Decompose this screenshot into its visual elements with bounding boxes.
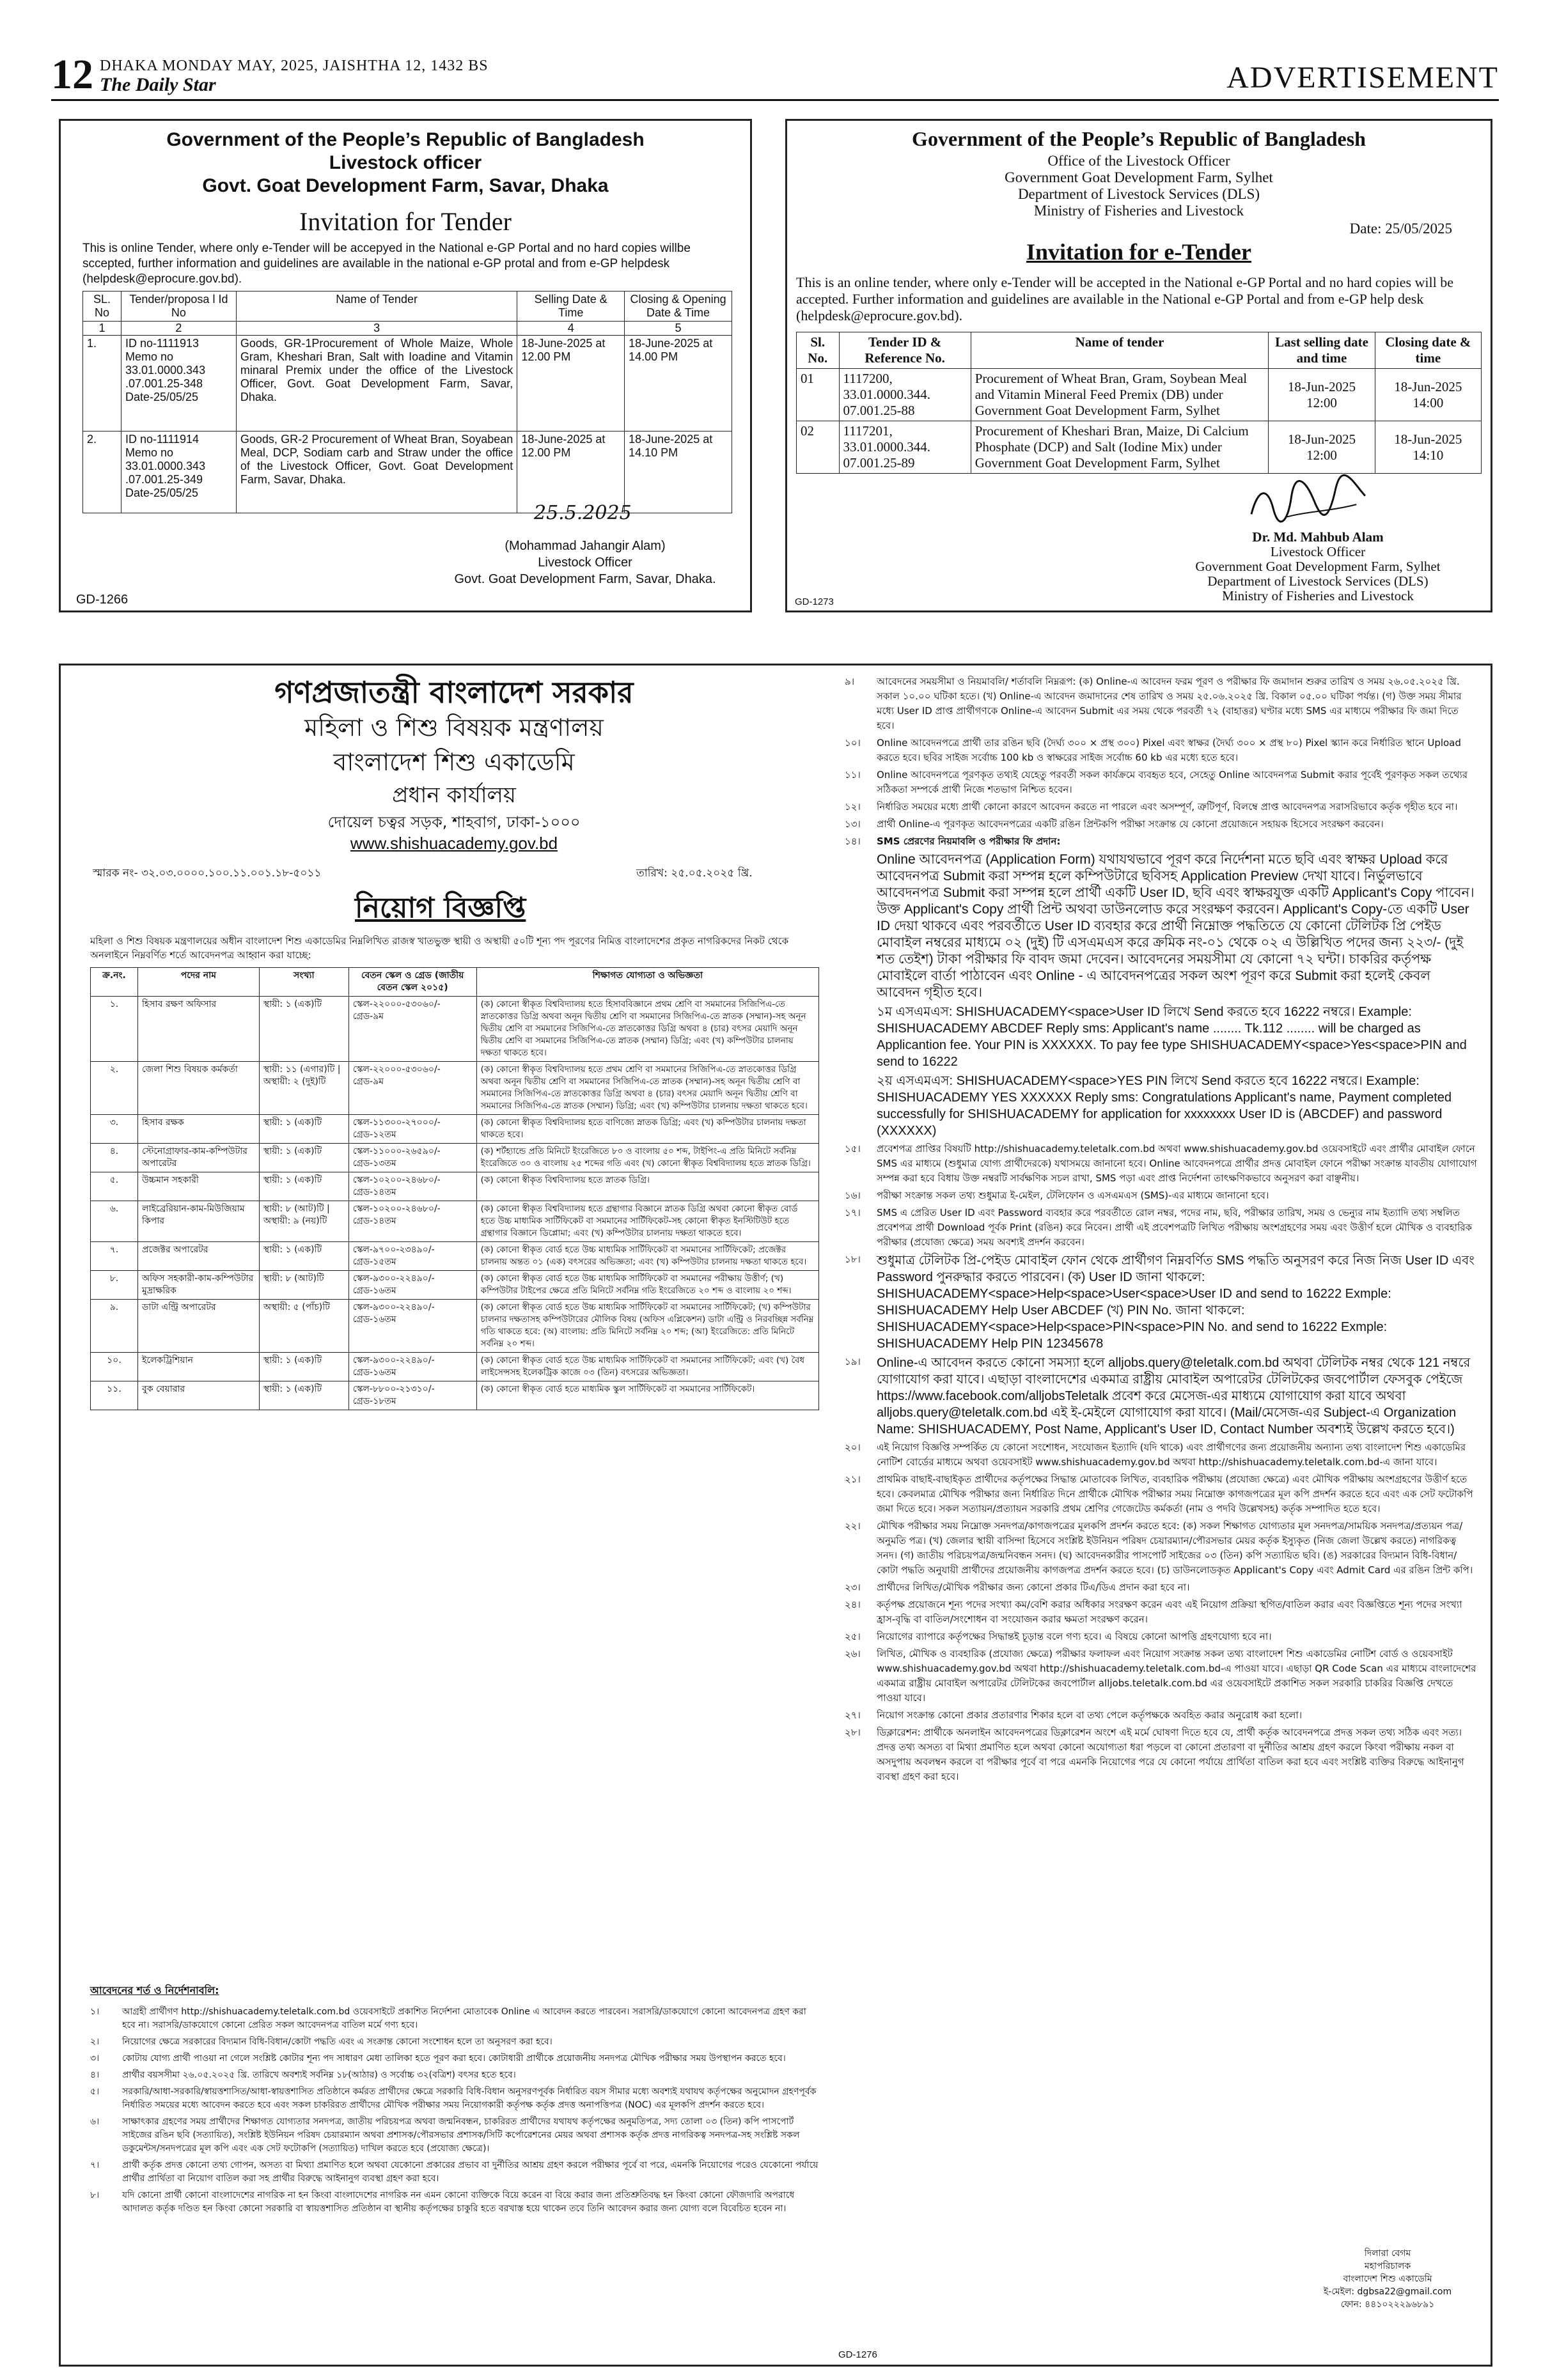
list-item [845, 1629, 1478, 1644]
gd-code: GD-1273 [795, 596, 834, 607]
table-header-row [797, 332, 1482, 369]
table-row [91, 1144, 819, 1172]
ad1-header-line: Govt. Goat Development Farm, Savar, Dhaka [202, 175, 609, 196]
signer-line: ফোন: ৪৪১০২২২৯৬৮৯১ [1340, 2299, 1435, 2310]
cell-no: ১১. [91, 1381, 138, 1410]
cell-no: ৫. [91, 1172, 138, 1201]
notice-intro: মহিলা ও শিশু বিষয়ক মন্ত্রণালয়ের অধীন বাংলাদেশ শিশু একাডেমির নিম্নলিখিত রাজস্ব খাতভুক্ত স্থায়ী ও অস্থায়ী ৫০টি শূন্য পদ পূরণের নিমিত্ত বাংলাদেশের প্রকৃত নাগরিকদের নিকট থেকে অনলাইনে নিম্নবর্ণিত শর্তে আবেদনপত্র আহ্বান করা যাচ্ছে: [90, 935, 789, 961]
column-number: 5 [625, 322, 732, 336]
ad-savar-tender [59, 119, 752, 612]
cell-scale: স্কেল-৯৩০০-২২৪৯০/- গ্রেড-১৬তম [348, 1300, 476, 1353]
col-header: পদের নাম [137, 968, 259, 997]
cell-selling: 18-Jun-2025 12:00 [1269, 369, 1375, 421]
cell-selling: 18-June-2025 at 12.00 PM [517, 432, 625, 513]
item-text: ২য় এসএমএস: SHISHUACADEMY<space>YES PIN লিখে Send করতে হবে 16222 নম্বরে। Example: SHISHUACADEMY YES XXXXXX Reply sms: Congratulations Applicant's name, Payment completed successfully for SHISHUACADEMY for application for xxxxxxxx User ID is (ABCDEF) and password (XXXXXX) [877, 1074, 1452, 1138]
item-number: ১৪। [845, 836, 861, 847]
cell-post: লাইব্রেরিয়ান-কাম-মিউজিয়াম কিপার [137, 1201, 259, 1242]
item-number: ৮। [90, 2190, 100, 2200]
col-header: ক্র.নং. [91, 968, 138, 997]
item-number: ১৫। [845, 1143, 861, 1155]
cell-qualification: (ক) কোনো স্বীকৃত বোর্ড হতে উচ্চ মাধ্যমিক সার্টিফিকেট বা সমমানের সার্টিফিকেট; (খ) কম্পিউটার চালনার দক্ষতাসহ কম্পিউটারের মৌলিক বিষয় (অফিস এপ্লিকেশন) ডাটা এন্ট্রি ও নিরবচ্ছিন্ন সর্বনিম্ন গতি থাকতে হবে: (অ) বাংলায়: প্রতি মিনিটে সর্বনিম্ন ২০ শব্দ; (আ) ইংরেজিতে: প্রতি মিনিটে সর্বনিম্ন ২০ শব্দ। [476, 1300, 818, 1353]
ad2-sub-line: Government Goat Development Farm, Sylhet [1005, 169, 1273, 185]
cell-id: ID no-1111913 Memo no 33.01.0000.343 .07.001.25-348 Date-25/05/25 [121, 336, 236, 432]
cell-scale: স্কেল-১১৩০০-২৭০০০/- গ্রেড-১২তম [348, 1115, 476, 1144]
column-number: 2 [121, 322, 236, 336]
ad2-sub-header [787, 153, 1491, 219]
item-text: কোটায় যোগ্য প্রার্থী পাওয়া না গেলে সংশ্লিষ্ট কোটার শূন্য পদ সাধারণ মেধা তালিকা হতে পূরণ করা হবে। কোটাধারী প্রার্থীকে প্রয়োজনীয় সনদপত্র মৌখিক পরীক্ষার সময় উপস্থাপন করতে হবে। [122, 2053, 786, 2064]
table-header-row [91, 968, 819, 997]
list-item [845, 1472, 1478, 1516]
signer-line: Livestock Officer [1270, 544, 1366, 559]
item-number: ৬। [90, 2117, 100, 2127]
cell-no: ৭. [91, 1242, 138, 1271]
item-text: প্রার্থী Online-এ পূরণকৃত আবেদনপত্রের একটি রঙিন প্রিন্টকপি পরীক্ষা সংক্রান্ত যে কোনো প্রয়োজনে সহায়ক হিসেবে সংরক্ষণ করবেন। [877, 818, 1384, 830]
list-item [845, 1073, 1478, 1139]
item-text: নিয়োগের ব্যাপারে কর্তৃপক্ষের সিদ্ধান্তই চূড়ান্ত বলে গণ্য হবে। এ বিষয়ে কোনো আপত্তি গ্রহণযোগ্য হবে না। [877, 1631, 1272, 1642]
cell-count: স্থায়ী: ১ (এক)টি [259, 1172, 348, 1201]
ad2-intro: This is an online tender, where only e-Tender will be accepted in the National e-GP Portal and no hard copies will be accepted. Further information and guidelines are available in the National e-GP Portal and from e-GP help desk (helpdesk@eprocure.gov.bd). [796, 274, 1453, 323]
table-row [91, 1115, 819, 1144]
cell-post: জেলা শিশু বিষয়ক কর্মকর্তা [137, 1062, 259, 1115]
ad1-header-line: Livestock officer [329, 152, 482, 173]
cell-qualification: (ক) কোনো স্বীকৃত বোর্ড হতে উচ্চ মাধ্যমিক সার্টিফিকেট বা সমমানের সার্টিফিকেট; প্রজেক্টর চালনায় অন্তত ০১ (এক) বৎসরের অভিজ্ঞতা; এবং (খ) কম্পিউটার চালনায় দক্ষতা থাকতে হবে। [476, 1242, 818, 1271]
col-header: Sl. No. [797, 332, 840, 369]
item-text: নিয়োগ সংক্রান্ত কোনো প্রকার প্রতারণার শিকার হলে বা তথ্য পেলে কর্তৃপক্ষকে অবহিত করার অনুরোধ করা হলো। [877, 1709, 1303, 1721]
cell-closing: 18-Jun-2025 14:00 [1375, 369, 1481, 421]
item-number: ২৭। [845, 1709, 861, 1721]
item-number: ১১। [845, 769, 861, 781]
table-row [91, 1172, 819, 1201]
item-text: Online আবেদনপত্রে প্রার্থী তার রঙিন ছবি (দৈর্ঘ্য ৩০০ × প্রস্থ ৩০০) Pixel এবং স্বাক্ষর (দৈর্ঘ্য ৩০০ × প্রস্থ ৮০) Pixel স্ক্যান করে নির্ধারিত স্থানে Upload করতে হবে। ছবির সাইজ সর্বোচ্চ 100 kb ও স্বাক্ষরের সাইজ সর্বোচ্চ 60 kb এর মধ্যে হতে হবে। [877, 737, 1461, 763]
cell-no: ১০. [91, 1353, 138, 1381]
gd-code: GD-1276 [838, 2349, 877, 2360]
cell-post: ডাটা এন্ট্রি অপারেটর [137, 1300, 259, 1353]
table-row [91, 997, 819, 1062]
cell-no: ৮. [91, 1271, 138, 1300]
gd-code: GD-1266 [76, 593, 129, 607]
table-row [91, 1242, 819, 1271]
col-header: Last selling date and time [1269, 332, 1375, 369]
cell-sl: 01 [797, 369, 840, 421]
item-number [845, 1004, 877, 1070]
item-number: ৫। [90, 2087, 100, 2097]
column-number: 1 [83, 322, 121, 336]
item-number: ২৬। [845, 1648, 861, 1660]
cell-post: স্টেনোগ্রাফার-কাম-কম্পিউটার অপারেটর [137, 1144, 259, 1172]
column-number: 4 [517, 322, 625, 336]
col-header: Name of tender [971, 332, 1269, 369]
list-item [845, 852, 1478, 1001]
cell-qualification: (ক) কোনো স্বীকৃত বিশ্ববিদ্যালয় হতে গ্রন্থাগার বিজ্ঞানে স্নাতক ডিগ্রি অথবা কোনো স্বীকৃত বোর্ড হতে উচ্চ মাধ্যমিক সার্টিফিকেট বা সমমানের সার্টিফিকেট-সহ কোনো স্বীকৃত ইনস্টিটিউট হতে গ্রন্থাগার বিজ্ঞানে ডিপ্লোমা; এবং (খ) কম্পিউটার চালনায় দক্ষতা থাকতে হবে। [476, 1201, 818, 1242]
ad3-website: www.shishuacademy.gov.bd [350, 834, 558, 853]
dg-signature-block [1308, 2247, 1468, 2311]
item-text: ডিক্লারেশন: প্রার্থীকে অনলাইন আবেদনপত্রের ডিক্লারেশন অংশে এই মর্মে ঘোষণা দিতে হবে যে, প্রার্থী কর্তৃক আবেদনপত্রে প্রদত্ত সকল তথ্য সঠিক এবং সত্য। প্রদত্ত তথ্য অসত্য বা মিথ্যা প্রমাণিত হলে অথবা কোনো অযোগ্যতা ধরা পড়লে বা কোনো প্রতারণা বা দুর্নীতির আশ্রয় গ্রহণ করলে কিংবা পরীক্ষায় নকল বা অসদুপায় অবলম্বন করলে বা পরীক্ষার পূর্বে বা পরে এমনকি নিয়োগের পরে যে কোনো পর্যায়ে প্রার্থিতা বাতিল করা হবে এবং সংশ্লিষ্ট ব্যক্তির বিরুদ্ধে আইনানুগ ব্যবস্থা গ্রহণ করা হবে। [877, 1727, 1464, 1782]
cell-selling: 18-June-2025 at 12.00 PM [517, 336, 625, 432]
item-number: ২৫। [845, 1631, 861, 1642]
cell-scale: স্কেল-৯৭০০-২৩৪৯০/- গ্রেড-১৫তম [348, 1242, 476, 1271]
table-row [91, 1201, 819, 1242]
col-header: Selling Date & Time [517, 292, 625, 322]
cell-sl: 02 [797, 421, 840, 474]
table-row [91, 1381, 819, 1410]
signature-scribble [1245, 470, 1371, 533]
list-item [845, 736, 1478, 765]
cell-closing: 18-Jun-2025 14:10 [1375, 421, 1481, 474]
ad2-sub-line: Ministry of Fisheries and Livestock [1033, 203, 1244, 219]
item-text: Online আবেদনপত্র (Application Form) যথাযথভাবে পূরণ করে নির্দেশনা মতে ছবি এবং স্বাক্ষর Upload করে আবেদনপত্র Submit করা সম্পন্ন হলে কম্পিউটারে ছবিসহ Application Preview দেখা যাবে। নির্ভুলভাবে আবেদনপত্র Submit করা সম্পন্ন হলে প্রার্থী একটি User ID, ছবি এবং স্বাক্ষরযুক্ত একটি Applicant's Copy পাবেন। উক্ত Applicant's Copy প্রার্থী প্রিন্ট অথবা ডাউনলোড করে সংরক্ষণ করবেন। Applicant's Copy-তে একটি User ID দেয়া থাকবে এবং পরবর্তীতে User ID ব্যবহার করে প্রার্থী নিম্নোক্ত পদ্ধতিতে যে কোনো টেলিটক প্রি পেইড মোবাইল নম্বরের মাধ্যমে ০২ (দুই) টি এসএমএস করে ক্রমিক নং-০১ থেকে ০২ এ উল্লিখিত পদের জন্য ২২৩/- (দুই শত তেইশ) টাকা পরীক্ষার ফি বাবদ জমা দেবেন। আবেদনের সময়সীমা যে কোনো ৭২ ঘন্টা। চাকরির কর্তৃপক্ষ মোবাইলে বার্তা পাঠাবেন এবং Online - এ আবেদনপত্রের সকল অংশ পূরণ করে Submit করা হলেই কেবল আবেদন গৃহীত হবে। [877, 852, 1475, 1000]
item-text: ১ম এসএমএস: SHISHUACADEMY<space>User ID লিখে Send করতে হবে 16222 নম্বরে। Example: SHISHUACADEMY ABCDEF Reply sms: Applicant's name ........ Tk.112 ........ will be charged as Applicantion fee. Your PIN is XXXXXX. To pay fee type SHISHUACADEMY<space>Yes<space>PIN and send to 16222 [877, 1005, 1467, 1069]
notice-title: নিয়োগ বিজ্ঞপ্তি [355, 892, 526, 924]
item-text: কর্তৃপক্ষ প্রয়োজনে শূন্য পদের সংখ্যা কম/বেশি করার অধিকার সংরক্ষণ করেন এবং এই নিয়োগ প্রক্রিয়া স্থগিত/বাতিল করার এবং বিজ্ঞপ্তিতে শূন্য পদের সংখ্যা হ্রাস-বৃদ্ধি বা বাতিল/সংশোধন বা সংযোজন করার ক্ষমতা সংরক্ষণ করেন। [877, 1599, 1462, 1625]
signer-line: Govt. Goat Development Farm, Savar, Dhaka. [454, 572, 716, 586]
cell-count: স্থায়ী: ১ (এক)টি [259, 1353, 348, 1381]
ad-sylhet-etender [785, 119, 1492, 612]
signer-line: (Mohammad Jahangir Alam) [505, 539, 666, 553]
item-text: সাক্ষাৎকার গ্রহণের সময় প্রার্থীদের শিক্ষাগত যোগ্যতার সনদপত্র, জাতীয় পরিচয়পত্র অথবা জন্মনিবন্ধন, চাকরিরত প্রার্থীদের যথাযথ কর্তৃপক্ষের অনুমতিপত্র, সদ্য তোলা ০৩ (তিন) কপি পাসপোর্ট সাইজের রঙিন ছবি (সত্যায়িত), সংশ্লিষ্ট ইউনিয়ন পরিষদ চেয়ারম্যান অথবা প্রশাসক/পৌরসভার প্রশাসক/সিটি কর্পোরেশনের মেয়র অথবা প্রশাসক কর্তৃক প্রদত্ত নাগরিকত্ব সনদপত্র-সহ সংশ্লিষ্ট সকল ডকুমেন্টস/সনদপত্রের মূল কপি এবং এক সেট ফটোকপি (সত্যায়িত) দাখিল করতে হবে (প্রযোজ্য ক্ষেত্রে)। [122, 2117, 800, 2154]
item-number: ১৮। [845, 1254, 861, 1265]
signature: 25.5.2025 [534, 502, 632, 524]
ad3-header-line: দোয়েল চত্বর সড়ক, শাহবাগ, ঢাকা-১০০০ [327, 813, 581, 831]
cell-count: স্থায়ী: ১ (এক)টি [259, 997, 348, 1062]
list-item [845, 768, 1478, 797]
signer-line: দিলারা বেগম [1364, 2248, 1411, 2259]
list-item [845, 1708, 1478, 1723]
list-item [90, 2035, 819, 2049]
item-number: ২২। [845, 1520, 861, 1532]
col-header: শিক্ষাগত যোগ্যতা ও অভিজ্ঞতা [476, 968, 818, 997]
cell-no: ৬. [91, 1201, 138, 1242]
list-item [845, 674, 1478, 733]
list-item [845, 1440, 1478, 1470]
item-number: ২। [90, 2037, 100, 2047]
ad3-header-line: প্রধান কার্যালয় [392, 782, 516, 808]
list-item [845, 1188, 1478, 1203]
item-text: লিখিত, মৌখিক ও ব্যবহারিক (প্রযোজ্য ক্ষেত্রে) পরীক্ষার ফলাফল এবং নিয়োগ সংক্রান্ত সকল তথ্য বাংলাদেশ শিশু একাডেমির নোটিশ বোর্ড ও ওয়েবসাইট www.shishuacademy.gov.bd অথবা http://shishuacademy.teletalk.com.bd-এ পাওয়া যাবে। এছাড়া QR Code Scan এর মাধ্যমে বাংলাদেশের একমাত্র রাষ্ট্রীয় মোবাইল অপারেটর টেলিটকের জবপোর্টাল alljobs.teletalk.com.bd এর ওয়েবসাইটে প্রকাশিত সকল সরকারি চাকরির বিজ্ঞপ্তি দেখতে পাওয়া যাবে। [877, 1648, 1476, 1704]
list-item [845, 1355, 1478, 1438]
col-header: সংখ্যা [259, 968, 348, 997]
cell-scale: স্কেল-৯৩০০-২২৪৯০/- গ্রেড-১৬তম [348, 1353, 476, 1381]
cell-name: Goods, GR-2 Procurement of Wheat Bran, Soyabean Meal, DCP, Sodiam carb and Straw under the office of the Livestock Officer, Govt. Goat Development Farm, Savar, Dhaka. [236, 432, 517, 513]
ad1-header [61, 128, 750, 198]
cell-count: অস্থায়ী: ৫ (পাঁচ)টি [259, 1300, 348, 1353]
item-number: ১৯। [845, 1356, 861, 1367]
posts-table [90, 967, 819, 1410]
cell-closing: 18-June-2025 at 14.00 PM [625, 336, 732, 432]
item-text: Online আবেদনপত্রে পূরণকৃত তথ্যই যেহেতু পরবর্তী সকল কার্যক্রমে ব্যবহৃত হবে, সেহেতু Online আবেদনপত্র Submit করার পূর্বেই পূরণকৃত সকল তথ্যের সঠিকতা সম্পর্কে প্রার্থী নিজে শতভাগ নিশ্চিত হবেন। [877, 769, 1468, 795]
item-number: ১৭। [845, 1207, 861, 1218]
cell-scale: স্কেল-২২০০০-৫৩০৬০/- গ্রেড-৯ম [348, 1062, 476, 1115]
col-header: Closing date & time [1375, 332, 1481, 369]
ad2-date: Date: 25/05/2025 [1349, 221, 1452, 237]
cell-scale: স্কেল-৯৩০০-২২৪৯০/- গ্রেড-১৬তম [348, 1271, 476, 1300]
table-row [83, 432, 732, 513]
cell-qualification: (ক) শর্টহ্যান্ডে প্রতি মিনিটে ইংরেজিতে ৮০ ও বাংলায় ৫০ শব্দ, টাইপিং-এ প্রতি মিনিটে সর্বনিম্ন ইংরেজিতে ৩০ ও বাংলায় ২৫ শব্দের গতি এবং (খ) কোনো স্বীকৃত বিশ্ববিদ্যালয় হতে স্নাতক ডিগ্রি। [476, 1144, 818, 1172]
table-row [797, 369, 1482, 421]
item-number [845, 1073, 877, 1139]
list-item [845, 1004, 1478, 1070]
paper-name: The Daily Star [100, 74, 216, 95]
cell-id: 1117200, 33.01.0000.344. 07.001.25-88 [839, 369, 971, 421]
item-text: প্রার্থীর বয়সসীমা ২৬.০৫.২০২৫ খ্রি. তারিখে অবশ্যই সর্বনিম্ন ১৮(আঠার) ও সর্বোচ্চ ৩২(বত্রিশ) বৎসর হতে হবে। [122, 2070, 516, 2080]
cell-count: স্থায়ী: ৮ (আট)টি | অস্থায়ী: ৯ (নয়)টি [259, 1201, 348, 1242]
section-title: ADVERTISEMENT [1226, 61, 1499, 95]
cell-qualification: (ক) কোনো স্বীকৃত বোর্ড হতে উচ্চ মাধ্যমিক সার্টিফিকেট বা সমমানের পরীক্ষায় উত্তীর্ণ; (খ) কম্পিউটার টাইপের ক্ষেত্রে প্রতি মিনিটে সর্বনিম্ন গতি ইংরেজিতে ২০ শব্দ ও বাংলায় ২০ শব্দ। [476, 1271, 818, 1300]
column-number-row [83, 322, 732, 336]
cell-scale: স্কেল-১০২০০-২৪৬৮০/- গ্রেড-১৪তম [348, 1201, 476, 1242]
table-row [797, 421, 1482, 474]
ad3-header [93, 674, 815, 853]
item-number: ৪। [90, 2070, 100, 2080]
signer-line: ই-মেইল: dgbsa22@gmail.com [1323, 2287, 1452, 2297]
item-text: SMS প্রেরণের নিয়মাবলি ও পরীক্ষার ফি প্রদান: [877, 836, 1061, 847]
cell-name: Goods, GR-1Procurement of Whole Maize, Whole Gram, Kheshari Bran, Salt with Ioadine and Vitamin minaral Premix under the office of the Livestock Officer, Govt. Goat Development Farm, Savar, Dhaka. [236, 336, 517, 432]
cell-count: স্থায়ী: ১১ (এগার)টি | অস্থায়ী: ২ (দুই)টি [259, 1062, 348, 1115]
list-item [845, 800, 1478, 814]
list-item [845, 1647, 1478, 1706]
table-row [83, 336, 732, 432]
ad2-tender-table [796, 332, 1482, 474]
list-item [90, 2005, 819, 2032]
table-header-row [83, 292, 732, 322]
cell-post: ইলেকট্রিশিয়ান [137, 1353, 259, 1381]
cell-count: স্থায়ী: ১ (এক)টি [259, 1242, 348, 1271]
signer-line: Livestock Officer [538, 556, 632, 570]
col-header: Tender/proposa l Id No [121, 292, 236, 322]
item-text: পরীক্ষা সংক্রান্ত সকল তথ্য শুধুমাত্র ই-মেইল, টেলিফোন ও এসএমএস (SMS)-এর মাধ্যমে জানানো হবে। [877, 1190, 1269, 1201]
cell-qualification: (ক) কোনো স্বীকৃত বিশ্ববিদ্যালয় হতে বাণিজ্যে স্নাতক ডিগ্রি; এবং (খ) কম্পিউটার চালনায় দক্ষতা থাকতে হবে। [476, 1115, 818, 1144]
item-text: যদি কোনো প্রার্থী কোনো বাংলাদেশের নাগরিক না হন কিংবা বাংলাদেশের নাগরিক নন এমন কোনো ব্যক্তিকে বিয়ে করেন বা বিয়ে করার জন্য প্রতিশ্রুতিবদ্ধ হন কিংবা কোনো ফৌজদারি অপরাধে আদালত কর্তৃক দণ্ডিত হন কিংবা কোনো সরকারি বা স্বায়ত্তশাসিত প্রতিষ্ঠান বা স্থানীয় কর্তৃপক্ষের চাকুরি হতে বরখাস্ত হয়ে থাকেন তবে তিনি আবেদন করার জন্য যোগ্য বলে বিবেচিত হবেন না। [122, 2190, 795, 2214]
cell-qualification: (ক) কোনো স্বীকৃত বোর্ড হতে মাধ্যমিক স্কুল সার্টিফিকেট বা সমমানের সার্টিফিকেট। [476, 1381, 818, 1410]
item-number: ১২। [845, 801, 861, 813]
item-text: প্রার্থীদের লিখিত/মৌখিক পরীক্ষার জন্য কোনো প্রকার টিএ/ডিএ প্রদান করা হবে না। [877, 1582, 1190, 1593]
cell-sl: 1. [83, 336, 121, 432]
cell-qualification: (ক) কোনো স্বীকৃত বোর্ড হতে উচ্চ মাধ্যমিক সার্টিফিকেট বা সমমানের সার্টিফিকেট; এবং (খ) বৈধ লাইসেন্সসহ ইলেকট্রিক কাজে ০৩ (তিন) বৎসরের অভিজ্ঞতা। [476, 1353, 818, 1381]
conditions-list-right [845, 674, 1478, 1787]
ad3-header-line: বাংলাদেশ শিশু একাডেমি [333, 748, 575, 776]
item-number [845, 852, 877, 1001]
cell-closing: 18-June-2025 at 14.10 PM [625, 432, 732, 513]
cell-post: হিসাব রক্ষক [137, 1115, 259, 1144]
list-item [845, 1725, 1478, 1784]
ad2-title: Invitation for e-Tender [1026, 239, 1251, 265]
signer-line: বাংলাদেশ শিশু একাডেমি [1343, 2274, 1432, 2284]
list-item [845, 1598, 1478, 1627]
cell-qualification: (ক) কোনো স্বীকৃত বিশ্ববিদ্যালয় হতে হিসাববিজ্ঞানে প্রথম শ্রেণি বা সমমানের সিজিপিএ-তে স্নাতকোত্তর ডিগ্রি অথবা অনূন দ্বিতীয় শ্রেণি বা সমমানের সিজিপিএ-তে স্নাতক (সম্মান)-সহ অনূন দ্বিতীয় শ্রেণি বা সমমানের সিজিপিএ-তে স্নাতকোত্তর ডিগ্রি অথবা ৪ (চার) বৎসর মেয়াদি অনূন দ্বিতীয় শ্রেণি বা সমমানের সিজিপিএ-তে স্নাতক (সম্মান) ডিগ্রি; এবং (খ) কম্পিউটার চালনায় দক্ষতা থাকতে হবে। [476, 997, 818, 1062]
list-item [845, 834, 1478, 849]
item-text: নিয়োগের ক্ষেত্রে সরকারের বিদ্যমান বিধি-বিধান/কোটা পদ্ধতি এবং এ সংক্রান্ত কোনো সংশোধন হলে তা অনুসরণ করা হবে। [122, 2037, 552, 2047]
ad1-tender-table [82, 291, 732, 513]
cell-post: বুক বেয়ারার [137, 1381, 259, 1410]
ad-shishu-academy-recruitment [59, 664, 1492, 2367]
ad2-sub-line: Office of the Livestock Officer [1047, 153, 1230, 169]
item-number: ২৩। [845, 1582, 861, 1593]
item-number: ১৩। [845, 818, 861, 830]
table-row [91, 1062, 819, 1115]
ad1-signer [419, 538, 751, 587]
cell-post: হিসাব রক্ষণ অফিসার [137, 997, 259, 1062]
cell-name: Procurement of Kheshari Bran, Maize, Di Calcium Phosphate (DCP) and Salt (Iodine Mix) under Government Goat Development Farm, Sylhet [971, 421, 1269, 474]
ad2-sub-line: Department of Livestock Services (DLS) [1017, 186, 1260, 202]
cell-no: ১. [91, 997, 138, 1062]
memo-number: স্মারক নং- ৩২.০৩.০০০০.১০০.১১.০০১.১৮-৫০১১ [93, 867, 322, 880]
item-text: আবেদনের সময়সীমা ও নিয়মাবলি/ শর্তাবলি নিম্নরূপ: (ক) Online-এ আবেদন ফরম পূরণ ও পরীক্ষার ফি জমাদান শুরুর তারিখ ও সময় ২৬.০৫.২০২৫ খ্রি. সকাল ১০.০০ ঘটিকা হতে। (খ) Online-এ আবেদন জমাদানের শেষ তারিখ ও সময় ২৫.০৬.২০২৫ খ্রি. বিকাল ০৫.০০ ঘটিকা পর্যন্ত। (গ) উক্ত সময় সীমার মধ্যে User ID প্রাপ্ত প্রার্থীগণকে Online-এ আবেদন Submit এর সময় থেকে পরবর্তী ৭২ (বাহাত্তর) ঘণ্টার মধ্যে SMS এর মাধ্যমে পরীক্ষার ফি জমা দিতে হবে। [877, 676, 1462, 731]
item-text: SMS এ প্রেরিত User ID এবং Password ব্যবহার করে পরবর্তীতে রোল নম্বর, পদের নাম, ছবি, পরীক্ষার তারিখ, সময় ও ভেন্যুর নাম ইত্যাদি তথ্য সম্বলিত প্রবেশপত্র প্রার্থী Download পূর্বক Print (রঙিন) করে নিবেন। প্রার্থী এই প্রবেশপত্রটি লিখিত পরীক্ষায় অংশগ্রহণের সময় এবং উত্তীর্ণ হলে মৌখিক ও ব্যবহারিক পরীক্ষার (প্রযোজ্য ক্ষেত্রে) সময় অবশ্যই প্রদর্শন করবেন। [877, 1207, 1472, 1248]
list-item [845, 1206, 1478, 1250]
item-text: নির্ধারিত সময়ের মধ্যে প্রার্থী কোনো কারণে আবেদন করতে না পারলে এবং অসম্পূর্ণ, ত্রুটিপূর্ণ, বিলম্বে প্রাপ্ত আবেদনপত্র সরাসরিভাবে কর্তৃক গৃহীত হবে না। [877, 801, 1458, 813]
cell-scale: স্কেল-২২০০০-৫৩০৬০/- গ্রেড-৯ম [348, 997, 476, 1062]
ad1-title: Invitation for Tender [299, 207, 512, 236]
list-item [90, 2159, 819, 2186]
item-number: ২১। [845, 1474, 861, 1485]
cell-scale: স্কেল-১১০০০-২৬৫৯০/- গ্রেড-১৩তম [348, 1144, 476, 1172]
cell-post: উচ্চমান সহকারী [137, 1172, 259, 1201]
page-number: 12 [51, 51, 93, 98]
item-number: ৯। [845, 676, 855, 687]
item-number: ২০। [845, 1442, 861, 1453]
item-number: ৭। [90, 2160, 100, 2170]
item-number: ১০। [845, 737, 861, 749]
col-header: Tender ID & Reference No. [839, 332, 971, 369]
cell-id: 1117201, 33.01.0000.344. 07.001.25-89 [839, 421, 971, 474]
cell-sl: 2. [83, 432, 121, 513]
cell-post: অফিস সহকারী-কাম-কম্পিউটার মুদ্রাক্ষরিক [137, 1271, 259, 1300]
cell-no: ৩. [91, 1115, 138, 1144]
col-header: Closing & Opening Date & Time [625, 292, 732, 322]
list-item [90, 2115, 819, 2156]
memo-date: তারিখ: ২৫.০৫.২০২৫ খ্রি. [636, 867, 753, 880]
item-number: ২৮। [845, 1727, 861, 1738]
signer-line: Dr. Md. Mahbub Alam [1252, 529, 1384, 545]
list-item [90, 2052, 819, 2065]
item-text: Online-এ আবেদন করতে কোনো সমস্যা হলে alljobs.query@teletalk.com.bd অথবা টেলিটক নম্বর থেকে 121 নম্বরে যোগাযোগ করা যাবে। এছাড়া বাংলাদেশের একমাত্র রাষ্ট্রীয় মোবাইল অপারেটর টেলিটকের জবপোর্টাল ফেসবুক পেইজে https://www.facebook.com/alljobsTeletalk প্রবেশ করে মেসেজ-এর মাধ্যমে যোগাযোগ করা যাবে অথবা alljobs.query@teletalk.com.bd এই ই-মেইলে যোগাযোগ করা যাবে। (Mail/মেসেজ-এর Subject-এ Organization Name: SHISHUACADEMY, Post Name, Applicant's User ID, Contact Number অবশ্যই উল্লেখ করতে হবে।) [877, 1356, 1471, 1436]
item-text: প্রার্থী কর্তৃক প্রদত্ত কোনো তথ্য গোপন, অসত্য বা মিথ্যা প্রমাণিত হলে অথবা যেকোনো প্রকারের প্রভাব বা দুর্নীতির আশ্রয় গ্রহণ করলে পরীক্ষার পূর্বে বা পরে, এমনকি নিয়োগের পরেও যেকোনো পর্যায়ে প্রার্থীর প্রার্থিতা বা নিয়োগ বাতিল করা সহ প্রার্থীর বিরুদ্ধে আইনানুগ ব্যবস্থা গ্রহণ করা হবে। [122, 2160, 818, 2184]
ad2-header: Government of the People’s Republic of Bangladesh [912, 127, 1366, 150]
conditions-heading: আবেদনের শর্ত ও নির্দেশনাবলি: [90, 1984, 219, 1996]
ad3-header-line: মহিলা ও শিশু বিষয়ক মন্ত্রণালয় [304, 713, 604, 742]
signer-line: Government Goat Development Farm, Sylhet [1195, 559, 1441, 574]
cell-name: Procurement of Wheat Bran, Gram, Soybean Meal and Vitamin Mineral Feed Premix (DB) under Government Goat Development Farm, Sylhet [971, 369, 1269, 421]
cell-scale: স্কেল-৮৮০০-২১৩১০/- গ্রেড-১৮তম [348, 1381, 476, 1410]
cell-no: ৪. [91, 1144, 138, 1172]
item-text: প্রবেশপত্র প্রাপ্তির বিষয়টি http://shishuacademy.teletalk.com.bd অথবা www.shishuacademy.gov.bd ওয়েবসাইটে এবং প্রার্থীর মোবাইল ফোনে SMS এর মাধ্যমে (শুধুমাত্র যোগ্য প্রার্থীদেরকে) যথাসময়ে জানানো হবে। Online আবেদনপত্রে প্রার্থীর প্রদত্ত মোবাইল ফোনে পরীক্ষা সংক্রান্ত যাবতীয় যোগাযোগ সম্পন্ন করা হবে বিধায় উক্ত নম্বরটি সার্বক্ষণিক সচল রাখা, SMS পড়া এবং প্রাপ্ত নির্দেশনা তাৎক্ষণিকভাবে অনুসরণ করা বাঞ্ছনীয়। [877, 1143, 1477, 1184]
list-item [845, 1142, 1478, 1186]
col-header: Name of Tender [236, 292, 517, 322]
ad1-header-line: Government of the People’s Republic of Bangladesh [166, 129, 645, 150]
ad1-intro: This is online Tender, where only e-Tender will be accepyed in the National e-GP Portal and no hard copies willbe sccepted, further information and guidelines are available in the national e-GP protal and from e-GP helpdesk (helpdesk@eprocure.gov.bd). [82, 242, 691, 286]
signer-line: Department of Livestock Services (DLS) [1207, 573, 1429, 589]
cell-count: স্থায়ী: ১ (এক)টি [259, 1144, 348, 1172]
col-header: বেতন স্কেল ও গ্রেড (জাতীয় বেতন স্কেল ২০১৫) [348, 968, 476, 997]
list-item [845, 1252, 1478, 1352]
cell-qualification: (ক) কোনো স্বীকৃত বিশ্ববিদ্যালয় হতে প্রথম শ্রেণি বা সমমানের সিজিপিএ-তে স্নাতকোত্তর ডিগ্রি অথবা অনূন দ্বিতীয় শ্রেণি বা সমমানের সিজিপিএ-তে স্নাতক (সম্মান)-সহ অনূন দ্বিতীয় শ্রেণি বা সমমানের সিজিপিএ-তে স্নাতকোত্তর ডিগ্রি অথবা ৪ (চার) বৎসর মেয়াদি অনূন দ্বিতীয় শ্রেণি বা সমমানের সিজিপিএ-তে স্নাতক (সম্মান) ডিগ্রি; এবং (খ) কম্পিউটার চালনায় দক্ষতা থাকতে হবে। [476, 1062, 818, 1115]
cell-count: স্থায়ী: ১ (এক)টি [259, 1381, 348, 1410]
cell-selling: 18-Jun-2025 12:00 [1269, 421, 1375, 474]
table-row [91, 1353, 819, 1381]
cell-post: প্রজেক্টর অপারেটর [137, 1242, 259, 1271]
item-number: ১। [90, 2007, 100, 2017]
conditions-list-left [90, 2005, 819, 2219]
cell-id: ID no-1111914 Memo no 33.01.0000.343 .07.001.25-349 Date-25/05/25 [121, 432, 236, 513]
signer-line: Ministry of Fisheries and Livestock [1222, 588, 1414, 603]
item-text: এই নিয়োগ বিজ্ঞপ্তি সম্পর্কিত যে কোনো সংশোধন, সংযোজন ইত্যাদি (যদি থাকে) এবং প্রার্থীগণের জন্য প্রয়োজনীয় অন্যান্য তথ্য বাংলাদেশ শিশু একাডেমির নোটিশ বোর্ডের মাধ্যমে অথবা ওয়েবসাইট www.shishuacademy.gov.bd অথবা http://shishuacademy.teletalk.com.bd-এ জানা যাবে। [877, 1442, 1466, 1468]
signer-line: মহাপরিচালক [1364, 2261, 1411, 2271]
item-text: সরকারি/আধা-সরকারি/স্বায়ত্তশাসিত/আধা-স্বায়ত্তশাসিত প্রতিষ্ঠানে কর্মরত প্রার্থীদের ক্ষেত্রে সরকারি বিধি-বিধান অনুসরণপূর্বক নির্ধারিত বয়স সীমার মধ্যে অবশ্যই যথাযথ কর্তৃপক্ষের অনুমোদন গ্রহণপূর্বক নির্ধারিত সময়ের মধ্যে আবেদন করতে হবে এবং সকল চাকরিরত প্রার্থীদের মৌখিক পরীক্ষার সময় নিয়োগকারী কর্তৃপক্ষ কর্তৃক প্রদত্ত অনাপত্তিপত্র (NOC) এর মূলকপি প্রদর্শন করতে হবে। [122, 2087, 817, 2110]
cell-count: স্থায়ী: ১ (এক)টি [259, 1115, 348, 1144]
date-line: DHAKA MONDAY MAY, 2025, JAISHTHA 12, 1432 BS [100, 58, 489, 74]
cell-no: ৯. [91, 1300, 138, 1353]
ad3-header-line: গণপ্রজাতন্ত্রী বাংলাদেশ সরকার [274, 675, 634, 710]
list-item [90, 2069, 819, 2082]
item-number: ২৪। [845, 1599, 861, 1610]
masthead [51, 49, 1499, 101]
col-header: SL. No [83, 292, 121, 322]
item-text: শুধুমাত্র টেলিটক প্রি-পেইড মোবাইল ফোন থেকে প্রার্থীগণ নিম্নবর্ণিত SMS পদ্ধতি অনুসরণ করে নিজ নিজ User ID এবং Password পুনরুদ্ধার করতে পারবেন। (ক) User ID জানা থাকলে: SHISHUACADEMY<space>Help<space>User<space>User ID and send to 16222 Exmple: SHISHUACADEMY Help User ABCDEF (খ) PIN No. জানা থাকলে: SHISHUACADEMY<space>Help<space>PIN<space>PIN No. and send to 16222 Exmple: SHISHUACADEMY Help PIN 12345678 [877, 1254, 1475, 1351]
list-item [845, 1580, 1478, 1595]
item-number: ১৬। [845, 1190, 861, 1201]
list-item [845, 1519, 1478, 1578]
list-item [90, 2189, 819, 2216]
item-text: মৌখিক পরীক্ষার সময় নিম্নোক্ত সনদপত্র/কাগজপত্রের মূলকপি প্রদর্শন করতে হবে: (ক) সকল শিক্ষাগত যোগ্যতার মূল সনদপত্র/সাময়িক সনদপত্র/প্রত্যয়ন পত্র/অনুমতি পত্র। (খ) জেলার স্থায়ী বাসিন্দা হিসেবে সংশ্লিষ্ট ইউনিয়ন পরিষদ চেয়ারম্যান/পৌরসভার মেয়র কর্তৃক ইস্যুকৃত (নিজ জেলা উল্লেখ করতে) নাগরিকত্ব সনদ। (গ) জাতীয় পরিচয়পত্র/জন্মনিবন্ধন সনদ। (ঘ) আবেদনকারীর পাসপোর্ট সাইজের ০৩ (তিন) কপি সত্যায়িত ছবি। (ঙ) সরকারের বিদ্যমান বিধি-বিধান/কোটা পদ্ধতি অনুযায়ী প্রার্থীদের প্রয়োজনীয় কাগজপত্র প্রদর্শন করতে হবে। (চ) ডাউনলোডকৃত Applicant's Copy এবং Admit Card এর রঙিন প্রিন্ট কপি। [877, 1520, 1473, 1576]
ad2-signer [1145, 530, 1491, 603]
column-number: 3 [236, 322, 517, 336]
list-item [90, 2085, 819, 2112]
cell-count: স্থায়ী: ৮ (আট)টি [259, 1271, 348, 1300]
item-number: ৩। [90, 2053, 100, 2064]
cell-scale: স্কেল-১০২০০-২৪৬৮০/- গ্রেড-১৪তম [348, 1172, 476, 1201]
table-row [91, 1271, 819, 1300]
list-item [845, 817, 1478, 832]
item-text: আগ্রহী প্রার্থীগণ http://shishuacademy.teletalk.com.bd ওয়েবসাইটে প্রকাশিত নির্দেশনা মোতাবেক Online এ আবেদন করতে পারবেন। সরাসরি/ডাকযোগে কোনো আবেদনপত্র গ্রহণ করা হবে না। সরাসরি/ডাকযোগে কোনো প্রেরিত সকল আবেদনপত্র বাতিল মর্মে গণ্য হবে। [122, 2007, 806, 2030]
cell-no: ২. [91, 1062, 138, 1115]
cell-qualification: (ক) কোনো স্বীকৃত বিশ্ববিদ্যালয় হতে স্নাতক ডিগ্রি। [476, 1172, 818, 1201]
item-text: প্রাথমিক বাছাই-বাছাইকৃত প্রার্থীদের কর্তৃপক্ষের সিদ্ধান্ত মোতাবেক লিখিত, ব্যবহারিক পরীক্ষায় (প্রযোজ্য ক্ষেত্রে) এবং মৌখিক পরীক্ষায় অংশগ্রহণের উত্তীর্ণ হতে হবে। কেবলমাত্র মৌখিক পরীক্ষার জন্য নির্ধারিত দিনে প্রার্থীকে মৌখিক পরীক্ষার সময় নিম্নোক্ত কাগজপত্রের মূল কপি প্রদর্শন করতে হবে এবং এক সেট ফটোকপি জমা দিতে হবে। সকল সত্যায়ন/প্রত্যায়ন সরকারি প্রথম শ্রেণির গেজেটেড কর্মকর্তা (নাম ও পদবি উল্লেখসহ) কর্তৃক সম্পাদিত হতে হবে। [877, 1474, 1473, 1514]
table-row [91, 1300, 819, 1353]
